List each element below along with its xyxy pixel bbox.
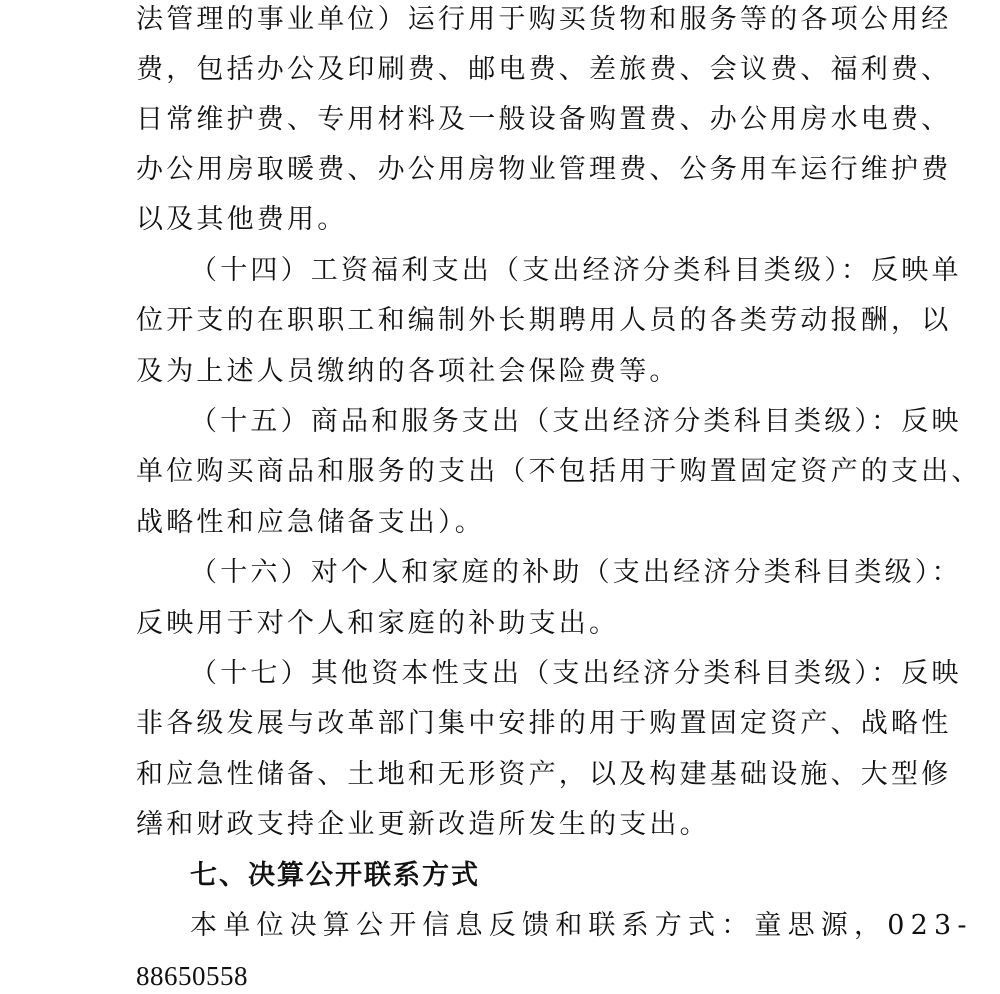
item-17-line: 和应急性储备、土地和无形资产，以及构建基础设施、大型修: [136, 759, 952, 790]
item-15-line: 战略性和应急储备支出）。: [136, 507, 485, 538]
contact-line: 本单位决算公开信息反馈和联系方式：童思源，023-: [190, 910, 973, 941]
paragraph-line: 日常维护费、专用材料及一般设备购置费、办公用房水电费、: [136, 104, 952, 135]
paragraph-line: 办公用房取暖费、办公用房物业管理费、公务用车运行维护费: [136, 154, 952, 185]
paragraph-line: 法管理的事业单位）运行用于购买货物和服务等的各项公用经: [136, 4, 952, 35]
item-15-line: 单位购买商品和服务的支出（不包括用于购置固定资产的支出、: [136, 456, 982, 487]
paragraph-line: 以及其他费用。: [136, 204, 348, 235]
item-14-line: 位开支的在职职工和编制外长期聘用人员的各类劳动报酬，以: [136, 305, 952, 336]
item-14-line: 及为上述人员缴纳的各项社会保险费等。: [136, 356, 680, 387]
paragraph-line: 费，包括办公及印刷费、邮电费、差旅费、会议费、福利费、: [136, 54, 952, 85]
item-14-line: （十四）工资福利支出（支出经济分类科目类级）：反映单: [190, 255, 962, 286]
item-15-line: （十五）商品和服务支出（支出经济分类科目类级）：反映: [190, 406, 962, 437]
section-7-heading: 七、决算公开联系方式: [190, 860, 480, 891]
item-16-line: （十六）对个人和家庭的补助（支出经济分类科目类级）：: [190, 557, 962, 588]
item-16-line: 反映用于对个人和家庭的补助支出。: [136, 608, 620, 639]
contact-phone-tail: 88650558: [136, 961, 248, 991]
item-17-line: 非各级发展与改革部门集中安排的用于购置固定资产、战略性: [136, 708, 952, 739]
item-17-line: （十七）其他资本性支出（支出经济分类科目类级）：反映: [190, 658, 962, 689]
item-17-line: 缮和财政支持企业更新改造所发生的支出。: [136, 809, 710, 840]
